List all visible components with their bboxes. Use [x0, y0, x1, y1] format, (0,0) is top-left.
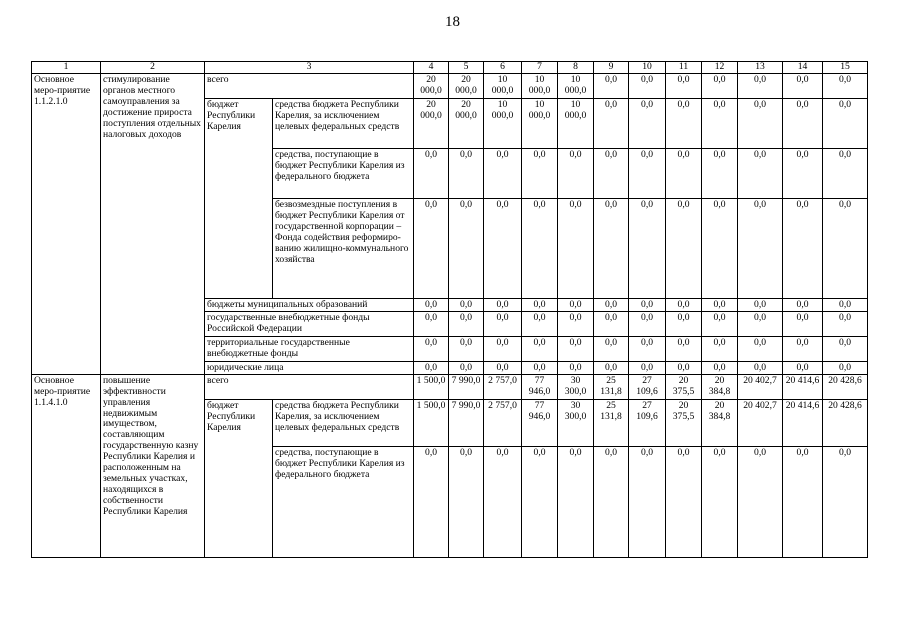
- value-cell: 0,0: [594, 336, 629, 361]
- budget-table: [31, 61, 868, 558]
- value-cell: 0,0: [484, 199, 522, 299]
- value-cell: 0,0: [783, 74, 823, 99]
- header-cell: 3: [205, 62, 414, 74]
- event-code: Основное меро-приятие 1.1.4.1.0: [32, 374, 101, 557]
- value-cell: 0,0: [484, 149, 522, 199]
- value-cell: 0,0: [414, 361, 449, 374]
- value-cell: 0,0: [629, 299, 666, 312]
- value-cell: 20 375,5: [666, 399, 702, 446]
- value-cell: 0,0: [629, 361, 666, 374]
- value-cell: 20 402,7: [738, 399, 783, 446]
- value-cell: 0,0: [666, 199, 702, 299]
- value-cell: 0,0: [594, 311, 629, 336]
- event-description: стимулирование органов местного самоуправления за достижение прироста поступления отдельных налоговых доходов: [101, 74, 205, 375]
- value-cell: 0,0: [558, 199, 594, 299]
- value-cell: 0,0: [823, 299, 868, 312]
- source-label: государственные внебюджетные фонды Российской Федерации: [205, 311, 414, 336]
- value-cell: 77 946,0: [522, 399, 558, 446]
- value-cell: 0,0: [449, 149, 484, 199]
- value-cell: 0,0: [738, 446, 783, 557]
- value-cell: 20 000,0: [414, 99, 449, 149]
- value-cell: 0,0: [783, 311, 823, 336]
- header-cell: 15: [823, 62, 868, 74]
- value-cell: 0,0: [738, 336, 783, 361]
- event-description: повышение эффективности управления недвижимым имуществом, составляющим государственную казну Республики Карелия и расположенным на земельных участках, находящихся в собственности Республики Карелия: [101, 374, 205, 557]
- value-cell: 0,0: [702, 311, 738, 336]
- value-cell: 0,0: [484, 446, 522, 557]
- value-cell: 0,0: [702, 336, 738, 361]
- table-row: [32, 74, 868, 99]
- header-cell: 9: [594, 62, 629, 74]
- value-cell: 0,0: [666, 299, 702, 312]
- value-cell: 0,0: [558, 336, 594, 361]
- source-label: территориальные государственные внебюджетные фонды: [205, 336, 414, 361]
- value-cell: 77 946,0: [522, 374, 558, 399]
- source-label: бюджеты муниципальных образований: [205, 299, 414, 312]
- value-cell: 0,0: [823, 361, 868, 374]
- value-cell: 0,0: [629, 199, 666, 299]
- value-cell: 0,0: [629, 311, 666, 336]
- value-cell: 0,0: [823, 74, 868, 99]
- value-cell: 20 000,0: [414, 74, 449, 99]
- value-cell: 20 428,6: [823, 399, 868, 446]
- value-cell: 0,0: [666, 336, 702, 361]
- value-cell: 0,0: [629, 336, 666, 361]
- value-cell: 0,0: [666, 361, 702, 374]
- value-cell: 20 375,5: [666, 374, 702, 399]
- value-cell: 0,0: [738, 149, 783, 199]
- value-cell: 0,0: [702, 99, 738, 149]
- value-cell: 0,0: [558, 311, 594, 336]
- value-cell: 0,0: [783, 99, 823, 149]
- value-cell: 0,0: [449, 336, 484, 361]
- value-cell: 0,0: [702, 199, 738, 299]
- value-cell: 0,0: [823, 446, 868, 557]
- value-cell: 0,0: [594, 99, 629, 149]
- value-cell: 0,0: [738, 311, 783, 336]
- value-cell: 0,0: [666, 99, 702, 149]
- value-cell: 25 131,8: [594, 374, 629, 399]
- value-cell: 0,0: [702, 299, 738, 312]
- value-cell: 0,0: [823, 311, 868, 336]
- value-cell: 0,0: [629, 446, 666, 557]
- value-cell: 0,0: [666, 74, 702, 99]
- value-cell: 0,0: [522, 149, 558, 199]
- header-cell: 14: [783, 62, 823, 74]
- value-cell: 0,0: [666, 311, 702, 336]
- value-cell: 0,0: [484, 336, 522, 361]
- source-label: безвозмездные поступления в бюджет Республики Карелия от государственной корпорации – Фонда содействия реформиро-ванию жилищно-коммунального хозяйства: [273, 199, 414, 299]
- value-cell: 0,0: [783, 446, 823, 557]
- value-cell: 20 414,6: [783, 399, 823, 446]
- value-cell: 27 109,6: [629, 399, 666, 446]
- value-cell: 0,0: [449, 446, 484, 557]
- value-cell: 0,0: [783, 149, 823, 199]
- source-label: всего: [205, 374, 414, 399]
- value-cell: 1 500,0: [414, 399, 449, 446]
- value-cell: 0,0: [823, 149, 868, 199]
- value-cell: 0,0: [823, 99, 868, 149]
- header-cell: 11: [666, 62, 702, 74]
- value-cell: 10 000,0: [522, 99, 558, 149]
- page-number: 18: [445, 14, 460, 30]
- source-group: бюджет Республики Карелия: [205, 99, 273, 299]
- value-cell: 0,0: [823, 336, 868, 361]
- value-cell: 30 300,0: [558, 399, 594, 446]
- value-cell: 0,0: [738, 99, 783, 149]
- value-cell: 0,0: [702, 446, 738, 557]
- header-cell: 13: [738, 62, 783, 74]
- value-cell: 0,0: [783, 199, 823, 299]
- value-cell: 0,0: [522, 299, 558, 312]
- source-group: бюджет Республики Карелия: [205, 399, 273, 557]
- value-cell: 0,0: [629, 149, 666, 199]
- value-cell: 0,0: [414, 199, 449, 299]
- value-cell: 0,0: [783, 336, 823, 361]
- value-cell: 0,0: [449, 361, 484, 374]
- value-cell: 10 000,0: [484, 99, 522, 149]
- value-cell: 7 990,0: [449, 399, 484, 446]
- value-cell: 0,0: [594, 74, 629, 99]
- value-cell: 0,0: [414, 149, 449, 199]
- value-cell: 10 000,0: [484, 74, 522, 99]
- value-cell: 0,0: [484, 299, 522, 312]
- value-cell: 0,0: [629, 99, 666, 149]
- source-label: средства бюджета Республики Карелия, за исключением целевых федеральных средств: [273, 99, 414, 149]
- value-cell: 0,0: [449, 199, 484, 299]
- value-cell: 0,0: [738, 199, 783, 299]
- value-cell: 2 757,0: [484, 399, 522, 446]
- header-cell: 1: [32, 62, 101, 74]
- value-cell: 20 414,6: [783, 374, 823, 399]
- value-cell: 0,0: [594, 149, 629, 199]
- value-cell: 0,0: [414, 311, 449, 336]
- event-code: Основное меро-приятие 1.1.2.1.0: [32, 74, 101, 375]
- value-cell: 0,0: [414, 446, 449, 557]
- source-label: средства, поступающие в бюджет Республики Карелия из федерального бюджета: [273, 446, 414, 557]
- value-cell: 10 000,0: [522, 74, 558, 99]
- value-cell: 0,0: [823, 199, 868, 299]
- value-cell: 25 131,8: [594, 399, 629, 446]
- value-cell: 0,0: [594, 199, 629, 299]
- header-cell: 7: [522, 62, 558, 74]
- value-cell: 20 402,7: [738, 374, 783, 399]
- value-cell: 20 384,8: [702, 399, 738, 446]
- value-cell: 0,0: [738, 299, 783, 312]
- value-cell: 0,0: [666, 149, 702, 199]
- value-cell: 0,0: [484, 311, 522, 336]
- value-cell: 0,0: [594, 299, 629, 312]
- value-cell: 0,0: [738, 361, 783, 374]
- value-cell: 20 000,0: [449, 74, 484, 99]
- value-cell: 0,0: [414, 299, 449, 312]
- value-cell: 10 000,0: [558, 99, 594, 149]
- value-cell: 0,0: [449, 311, 484, 336]
- value-cell: 2 757,0: [484, 374, 522, 399]
- value-cell: 0,0: [783, 299, 823, 312]
- value-cell: 0,0: [558, 446, 594, 557]
- value-cell: 30 300,0: [558, 374, 594, 399]
- value-cell: 0,0: [738, 74, 783, 99]
- header-cell: 2: [101, 62, 205, 74]
- value-cell: 0,0: [522, 199, 558, 299]
- value-cell: 0,0: [702, 361, 738, 374]
- value-cell: 27 109,6: [629, 374, 666, 399]
- header-cell: 8: [558, 62, 594, 74]
- source-label: юридические лица: [205, 361, 414, 374]
- header-cell: 5: [449, 62, 484, 74]
- value-cell: 0,0: [522, 311, 558, 336]
- source-label: всего: [205, 74, 414, 99]
- header-cell: 12: [702, 62, 738, 74]
- value-cell: 0,0: [594, 361, 629, 374]
- value-cell: 7 990,0: [449, 374, 484, 399]
- value-cell: 0,0: [702, 74, 738, 99]
- value-cell: 0,0: [558, 149, 594, 199]
- value-cell: 0,0: [666, 446, 702, 557]
- value-cell: 0,0: [702, 149, 738, 199]
- value-cell: 0,0: [484, 361, 522, 374]
- value-cell: 10 000,0: [558, 74, 594, 99]
- value-cell: 0,0: [522, 361, 558, 374]
- value-cell: 20 428,6: [823, 374, 868, 399]
- value-cell: 0,0: [594, 446, 629, 557]
- value-cell: 0,0: [522, 446, 558, 557]
- source-label: средства бюджета Республики Карелия, за исключением целевых федеральных средств: [273, 399, 414, 446]
- table-row: [32, 374, 868, 399]
- value-cell: 0,0: [558, 361, 594, 374]
- value-cell: 20 000,0: [449, 99, 484, 149]
- header-cell: 6: [484, 62, 522, 74]
- value-cell: 0,0: [414, 336, 449, 361]
- source-label: средства, поступающие в бюджет Республики Карелия из федерального бюджета: [273, 149, 414, 199]
- value-cell: 1 500,0: [414, 374, 449, 399]
- value-cell: 0,0: [783, 361, 823, 374]
- value-cell: 20 384,8: [702, 374, 738, 399]
- header-cell: 10: [629, 62, 666, 74]
- value-cell: 0,0: [449, 299, 484, 312]
- value-cell: 0,0: [629, 74, 666, 99]
- value-cell: 0,0: [522, 336, 558, 361]
- header-cell: 4: [414, 62, 449, 74]
- value-cell: 0,0: [558, 299, 594, 312]
- header-row: [32, 62, 868, 74]
